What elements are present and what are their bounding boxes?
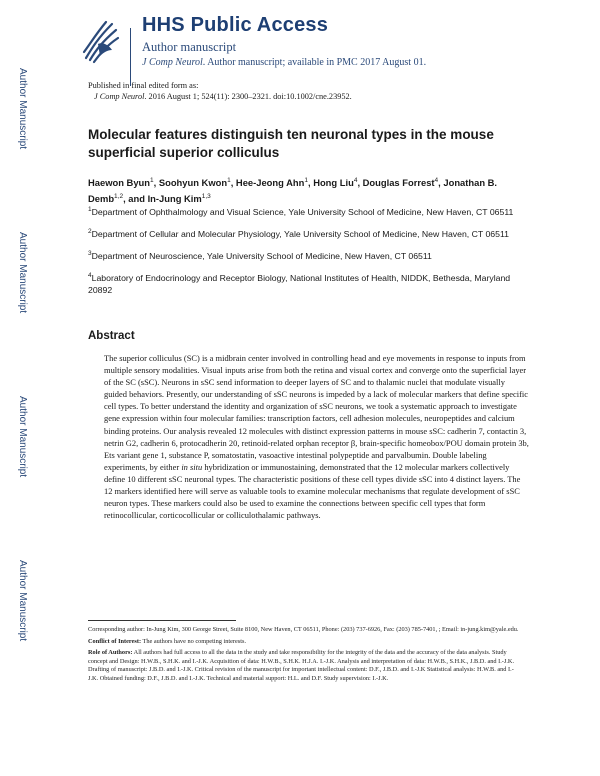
author-name: Hong Liu <box>313 177 354 189</box>
hhs-public-access-title: HHS Public Access <box>142 14 329 36</box>
author-affiliation-sup: 1,2 <box>114 193 124 201</box>
affiliation-item: $^1$Department of Ophthalmology and Visual Science, Yale University School of Medicine, New Haven, CT 06511 <box>88 206 514 217</box>
author-separator: , <box>438 177 444 189</box>
published-in-label: Published in final edited form as: <box>88 81 199 90</box>
author-affiliation-sup: 1 <box>150 177 154 184</box>
author-name: Douglas Forrest <box>362 177 435 189</box>
affiliation-item: $^3$Department of Neuroscience, Yale University School of Medicine, New Haven, CT 06511 <box>88 249 432 261</box>
journal-availability <box>142 57 426 68</box>
author-manuscript-label: Author manuscript <box>142 40 237 54</box>
author-name: Soohyun Kwon <box>158 177 228 189</box>
author-affiliation-sup: 1,3 <box>201 193 211 201</box>
side-label-author-manuscript: Author Manuscript <box>17 396 28 478</box>
affiliations <box>88 204 518 304</box>
author-separator: , <box>307 177 314 189</box>
affiliation-item: $^4$Laboratory of Endocrinology and Receptor Biology, National Institutes of Health, NIDDK, Bethesda, Maryland 20892 <box>88 271 511 295</box>
corresponding-author-note: Corresponding author: In-Jung Kim, 300 George Street, Suite 8100, New Haven, CT 06511, Phone: (203) 737-6926, Fax: (203) 785-7401, ; Email: in-jung.kim@yale.edu. <box>88 626 519 633</box>
hhs-eagle-logo-icon <box>78 14 124 68</box>
author-separator: , <box>357 177 363 189</box>
footnote-divider <box>88 620 236 621</box>
side-label-author-manuscript: Author Manuscript <box>17 68 28 150</box>
author-name: Jonathan B. Demb <box>88 177 498 205</box>
side-label-author-manuscript: Author Manuscript <box>17 232 28 314</box>
author-affiliation-sup: 1 <box>304 177 308 184</box>
role-of-authors-note: Role of Authors: All authors had full access to all the data in the study and take responsibility for the integrity of the data and the accuracy of the data analysis. Study concept and Design: H.W.B., S.H.K. and I.-J.K. Acquisition of data: H.W.B., S.H.K. H.J.A. I.-J.K. Analysis and interpretation of data: H.W.B., S.H.K., J.B.D. and I.-J.K. Drafting of manuscript: J.B.D. and I.-J.K. Critical revision of the manuscript for important intellectual content: D.F., J.B.D. and I.-J.K Statistical analysis: H.W.B. and I.-J.K. Obtained funding: D.F., J.B.D. and I.-J.K. Technical and material support: H.L. and D.F. Study supervision: I.-J.K. <box>88 649 515 682</box>
conflict-of-interest-note: Conflict of Interest: The authors have no competing interests. <box>88 637 247 645</box>
footnotes <box>88 626 520 687</box>
citation-line <box>88 91 558 102</box>
author-separator: , and <box>123 193 148 205</box>
author-affiliation-sup: 4 <box>434 177 439 184</box>
header-divider <box>130 28 131 86</box>
author-affiliation-sup: 1 <box>227 177 231 184</box>
citation-journal: J Comp Neurol <box>94 92 145 101</box>
author-name: Hee-Jeong Ahn <box>235 177 305 189</box>
publication-info <box>88 80 558 102</box>
journal-abbrev: J Comp Neurol <box>142 57 203 68</box>
availability-note: . Author manuscript; available in PMC 2017 August 01. <box>202 57 427 68</box>
author-separator: , <box>230 177 236 189</box>
author-name: In-Jung Kim <box>147 193 202 205</box>
author-affiliation-sup: 4 <box>353 177 358 184</box>
author-separator: , <box>153 177 159 189</box>
hhs-header <box>42 14 562 76</box>
side-label-author-manuscript: Author Manuscript <box>17 560 28 642</box>
author-name: Haewon Byun <box>88 177 150 189</box>
citation-details: . 2016 August 1; 524(11): 2300–2321. doi:10.1002/cne.23952. <box>144 92 352 101</box>
paper-title: Molecular features distinguish ten neuronal types in the mouse superficial superior colliculus <box>88 127 494 160</box>
affiliation-item: $^2$Department of Cellular and Molecular Physiology, Yale University School of Medicine, New Haven, CT 06511 <box>88 227 509 239</box>
abstract-heading: Abstract <box>88 330 135 342</box>
abstract-body: The superior colliculus (SC) is a midbrain center involved in controlling head and eye movements in response to inputs from multiple sensory modalities. Visual inputs arise from both the retina and visual cortex and converge onto the superficial layer of the SC (sSC). Neurons in sSC send information to deeper layers of SC and to thalamic nuclei that modulate visually guided behaviors. Presently, our understanding of sSC neurons is impeded by a lack of molecular markers that define specific cell types. To better understand the identity and organization of sSC neurons, we took a systematic approach to investigate gene expression within four molecular families: transcription factors, cell adhesion molecules, neuropeptides and calcium binding proteins. Our analysis revealed 12 molecules with distinct expression patterns in mouse sSC: cadherin 7, contactin 3, netrin G2, cadherin 6, protocadherin 20, retinoid-related orphan receptor β, brain-specific homeobox/POU domain protein 3b, Ets variant gene 1, substance P, somatostatin, vasoactive intestinal polypeptide and parvalbumin. Double labeling experiments, by either in situ hybridization or immunostaining, demonstrated that the 12 molecular markers collectively define 10 different sSC neuronal types. The characteristic positions of these cell types divide sSC into 4 distinct layers. The 12 markers identified here will serve as valuable tools to examine molecular mechanisms that regulate development of sSC neuron types. These markers could also be used to examine the connections between specific cell types that form retinocollicular, corticocollicular or colliculothalamic pathways. <box>104 353 529 521</box>
author-list <box>88 174 528 206</box>
